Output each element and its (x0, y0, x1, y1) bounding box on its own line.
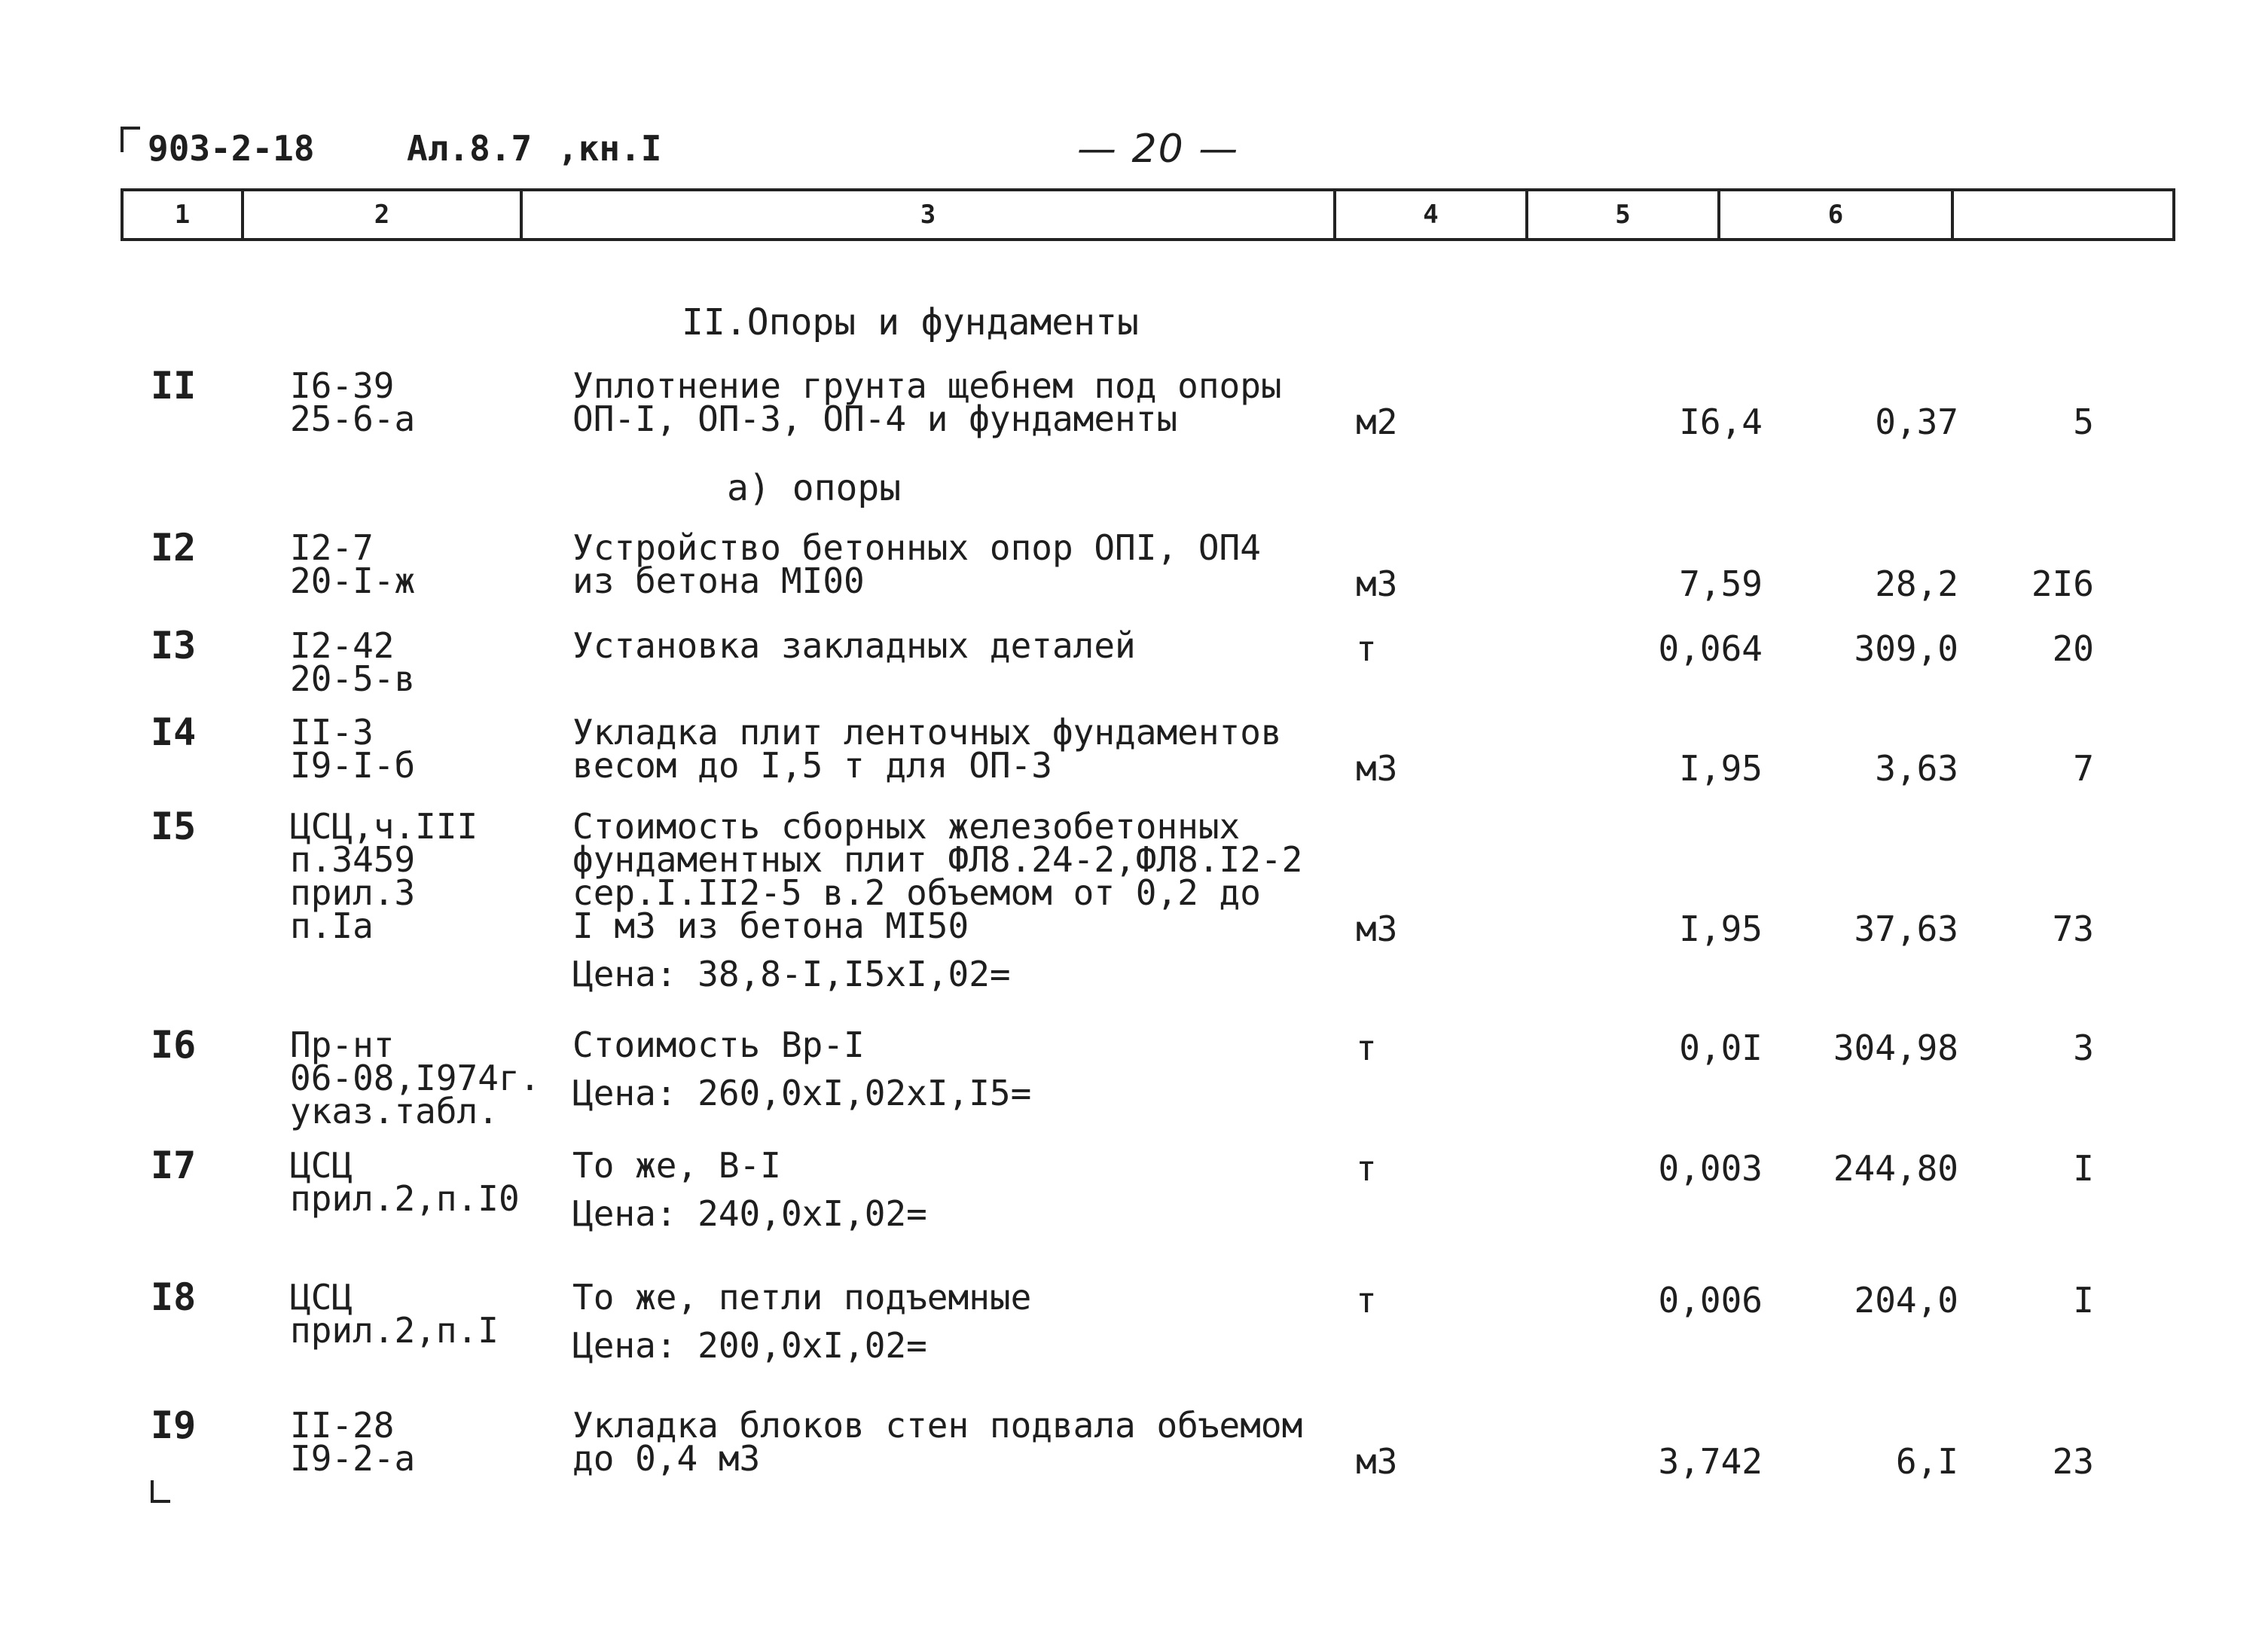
description-line: Укладка блоков стен подвала объемом (572, 1405, 1303, 1446)
row-unit: м3 (1356, 563, 1398, 604)
description-line: Уплотнение грунта щебнем под опоры (572, 365, 1282, 406)
reference-line: 06-08,I974г. (290, 1058, 541, 1098)
subsection-title: а) опоры (727, 467, 902, 509)
price-formula: Цена: 200,0xI,02= (572, 1325, 927, 1366)
col-number-6: 6 (1720, 191, 1954, 238)
row-total: 23 (2052, 1441, 2094, 1482)
description-line: Установка закладных деталей (572, 625, 1136, 666)
row-reference-code (290, 712, 416, 786)
reference-line: I9-I-б (290, 745, 416, 786)
row-total: 5 (2073, 402, 2094, 442)
description-line: Стоимость Вр-I (572, 1025, 865, 1065)
price-formula: Цена: 240,0xI,02= (572, 1193, 927, 1234)
row-unit-price: 309,0 (1854, 628, 1958, 669)
row-reference-code (290, 806, 478, 946)
reference-line: I2-42 (290, 625, 395, 666)
row-quantity: 0,064 (1658, 628, 1763, 669)
reference-line: Пр-нт (290, 1025, 395, 1065)
row-quantity: 3,742 (1658, 1441, 1763, 1482)
row-unit: т (1356, 1148, 1377, 1189)
row-unit-price: 244,80 (1833, 1148, 1958, 1189)
row-description (572, 1277, 1032, 1366)
row-unit-price: 37,63 (1854, 909, 1958, 949)
description-line: до 0,4 м3 (572, 1438, 761, 1479)
description-line: Устройство бетонных опор ОПI, ОП4 (572, 527, 1261, 568)
col-number-2: 2 (244, 191, 523, 238)
row-unit: м3 (1356, 1441, 1398, 1482)
reference-line: I2-7 (290, 527, 374, 568)
col-number-7 (1954, 191, 2166, 238)
reference-line: I6-39 (290, 365, 395, 406)
row-unit: м2 (1356, 402, 1398, 442)
reference-line: прил.2,п.I0 (290, 1178, 520, 1219)
reference-line: ЦСЦ (290, 1145, 353, 1186)
row-description (572, 527, 1261, 601)
row-description (572, 365, 1282, 439)
reference-line: 20-I-ж (290, 560, 416, 601)
row-reference-code (290, 1277, 499, 1351)
reference-line: п.Iа (290, 905, 374, 946)
corner-mark-top-left (121, 127, 140, 152)
row-unit: т (1356, 1028, 1377, 1068)
row-quantity: 0,003 (1658, 1148, 1763, 1189)
row-unit-price: 3,63 (1875, 748, 1958, 789)
row-description (572, 625, 1136, 666)
reference-line: прил.3 (290, 872, 416, 913)
row-unit-price: 6,I (1895, 1441, 1958, 1482)
reference-line: I9-2-а (290, 1438, 416, 1479)
row-quantity: 7,59 (1679, 563, 1763, 604)
row-reference-code (290, 527, 416, 601)
description-line: фундаментных плит ФЛ8.24-2,ФЛ8.I2-2 (572, 839, 1303, 880)
reference-line: прил.2,п.I (290, 1310, 499, 1351)
row-number: I2 (151, 526, 197, 570)
row-total: 7 (2073, 748, 2094, 789)
row-reference-code (290, 1145, 520, 1219)
col-number-1: 1 (124, 191, 244, 238)
description-line: из бетона МI00 (572, 560, 865, 601)
row-number: II (151, 364, 197, 408)
reference-line: ЦСЦ,ч.III (290, 806, 478, 847)
description-line: То же, В-I (572, 1145, 781, 1186)
column-number-strip (121, 188, 2175, 241)
row-quantity: I6,4 (1679, 402, 1763, 442)
reference-line: II-28 (290, 1405, 395, 1446)
price-formula: Цена: 260,0xI,02xI,I5= (572, 1073, 1032, 1113)
reference-line: п.3459 (290, 839, 416, 880)
reference-line: ЦСЦ (290, 1277, 353, 1318)
row-unit-price: 204,0 (1854, 1280, 1958, 1321)
row-description (572, 1025, 1032, 1113)
page-number: — 20 — (1077, 127, 1240, 172)
description-line: Стоимость сборных железобетонных (572, 806, 1241, 847)
row-unit-price: 0,37 (1875, 402, 1958, 442)
row-description (572, 1145, 927, 1234)
reference-line: 25-6-а (290, 399, 416, 439)
col-number-4: 4 (1336, 191, 1528, 238)
row-quantity: 0,006 (1658, 1280, 1763, 1321)
row-unit: м3 (1356, 909, 1398, 949)
reference-line: 20-5-в (290, 658, 416, 699)
corner-mark-bottom-left (151, 1480, 170, 1503)
reference-line: II-3 (290, 712, 374, 753)
reference-line: указ.табл. (290, 1091, 499, 1131)
row-description (572, 806, 1303, 994)
row-reference-code (290, 1025, 541, 1131)
row-quantity: I,95 (1679, 909, 1763, 949)
row-unit: т (1356, 628, 1377, 669)
description-line: То же, петли подъемные (572, 1277, 1032, 1318)
row-unit-price: 28,2 (1875, 563, 1958, 604)
description-line: весом до I,5 т для ОП-3 (572, 745, 1052, 786)
album-ref: Ал.8.7 (407, 128, 533, 169)
row-unit: м3 (1356, 748, 1398, 789)
row-number: I5 (151, 805, 197, 848)
description-line: Укладка плит ленточных фундаментов (572, 712, 1282, 753)
description-line: сер.I.II2-5 в.2 объемом от 0,2 до (572, 872, 1261, 913)
row-total: 20 (2052, 628, 2094, 669)
row-number: I6 (151, 1023, 197, 1067)
row-total: 2I6 (2031, 563, 2094, 604)
row-number: I9 (151, 1403, 197, 1447)
row-number: I8 (151, 1275, 197, 1319)
row-total: I (2073, 1280, 2094, 1321)
row-quantity: I,95 (1679, 748, 1763, 789)
section-title: II.Опоры и фундаменты (682, 301, 1139, 344)
col-number-3: 3 (523, 191, 1336, 238)
row-unit: т (1356, 1280, 1377, 1321)
col-number-5: 5 (1528, 191, 1720, 238)
row-total: 73 (2052, 909, 2094, 949)
row-total: 3 (2073, 1028, 2094, 1068)
description-line: ОП-I, ОП-3, ОП-4 и фундаменты (572, 399, 1178, 439)
row-number: I7 (151, 1144, 197, 1187)
row-number: I4 (151, 710, 197, 754)
row-description (572, 1405, 1303, 1479)
doc-code: 903-2-18 (148, 128, 315, 169)
row-description (572, 712, 1282, 786)
row-unit-price: 304,98 (1833, 1028, 1958, 1068)
row-reference-code (290, 1405, 416, 1479)
row-quantity: 0,0I (1679, 1028, 1763, 1068)
book-ref: ,кн.I (557, 128, 662, 169)
row-reference-code (290, 365, 416, 439)
description-line: I м3 из бетона МI50 (572, 905, 969, 946)
row-total: I (2073, 1148, 2094, 1189)
row-number: I3 (151, 624, 197, 667)
row-reference-code (290, 625, 416, 699)
price-formula: Цена: 38,8-I,I5xI,02= (572, 954, 1011, 994)
